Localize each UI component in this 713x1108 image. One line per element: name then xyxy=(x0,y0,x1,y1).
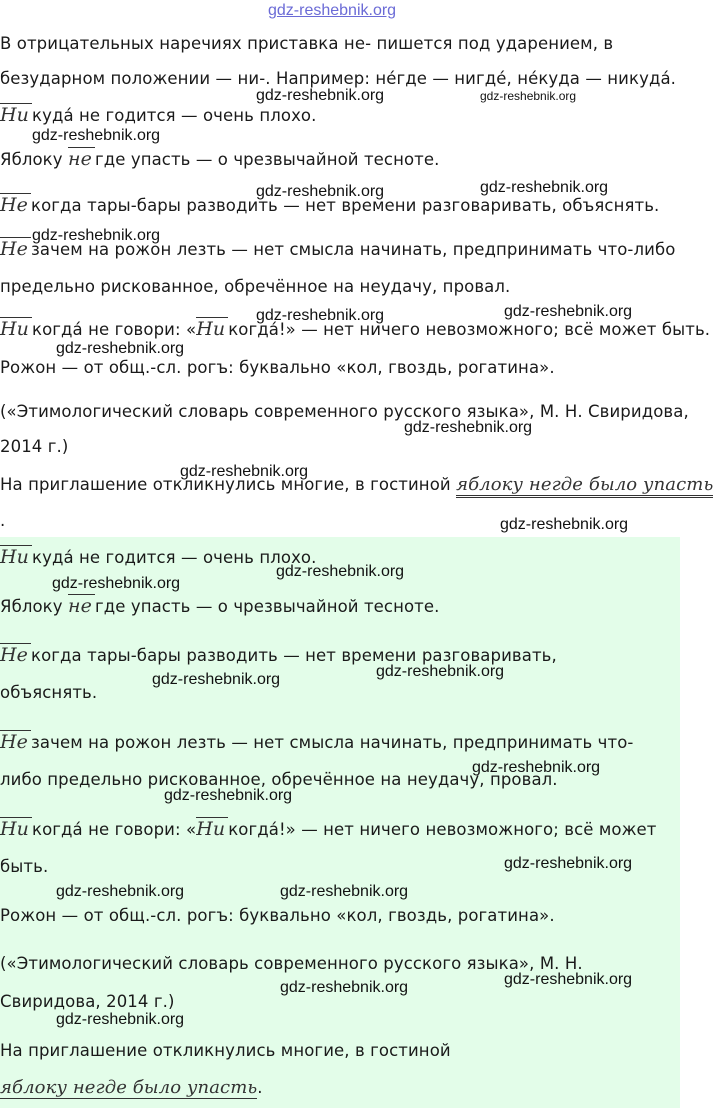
answer2-sentence-phrase-line: яблоку негде было упасть. xyxy=(0,1077,263,1098)
answer1-line-7: Рожон — от общ.-сл. рогъ: буквально «кол, гвоздь, рогатина». xyxy=(0,358,555,377)
prefix-ni-handwritten: Ни xyxy=(196,317,228,340)
answer2-line-6: либо предельно рискованное, обречённое на неудачу, провал. xyxy=(0,770,558,789)
answer1-sentence-end: . xyxy=(0,511,6,530)
watermark: gdz-reshebnik.org xyxy=(280,883,409,900)
prefix-ne-handwritten: Не xyxy=(0,193,31,216)
prefix-ne-handwritten: не xyxy=(68,594,95,617)
watermark: gdz-reshebnik.org xyxy=(164,787,293,804)
underlined-phrase: яблоку негде было упасть xyxy=(0,1077,258,1098)
watermark: gdz-reshebnik.org xyxy=(256,307,385,324)
answer2-line-1: Ни куда́ не годится — очень плохо. xyxy=(0,546,317,568)
watermark: gdz-reshebnik.org xyxy=(32,227,161,244)
watermark: gdz-reshebnik.org xyxy=(152,671,281,688)
answer2-line-8: быть. xyxy=(0,857,49,876)
watermark: gdz-reshebnik.org xyxy=(56,883,185,900)
answer2-source-1: («Этимологический словарь современного русского языка», М. Н. xyxy=(0,954,583,973)
answer2-line-9: Рожон — от общ.-сл. рогъ: буквально «кол, гвоздь, рогатина». xyxy=(0,906,555,925)
prefix-ni-handwritten: Ни xyxy=(196,817,228,840)
watermark: gdz-reshebnik.org xyxy=(56,340,185,357)
answer1-source-1: («Этимологический словарь современного русского языка», М. Н. Свиридова, xyxy=(0,402,689,421)
prefix-ni-handwritten: Ни xyxy=(0,817,32,840)
answer1-line-6: Ни когда́ не говори: «Ни когда́!» — нет ничего невозможного; всё может быть. xyxy=(0,318,711,340)
watermark: gdz-reshebnik.org xyxy=(500,516,629,533)
watermark: gdz-reshebnik.org xyxy=(52,575,181,592)
watermark: gdz-reshebnik.org xyxy=(504,971,633,988)
answer2-sentence: На приглашение откликнулись многие, в гостиной xyxy=(0,1041,451,1060)
answer2-line-4: объяснять. xyxy=(0,683,98,702)
watermark: gdz-reshebnik.org xyxy=(376,663,505,680)
answer2-line-5: Не зачем на рожон лезть — нет смысла начинать, предпринимать что- xyxy=(0,731,634,753)
prefix-ne-handwritten: Не xyxy=(0,730,31,753)
prefix-ne-handwritten: не xyxy=(68,147,95,170)
answer1-sentence: На приглашение откликнулись многие, в гостиной яблоку негде было упасть xyxy=(0,474,713,496)
intro-line-2: безударном положении — ни-. Например: не́где — нигде́, не́куда — никуда́. xyxy=(0,69,677,88)
watermark: gdz-reshebnik.org xyxy=(480,179,609,196)
watermark: gdz-reshebnik.org xyxy=(472,759,601,776)
answer1-line-2: Яблоку не где упасть — о чрезвычайной тесноте. xyxy=(0,148,440,170)
watermark: gdz-reshebnik.org xyxy=(504,855,633,872)
watermark: gdz-reshebnik.org xyxy=(404,419,533,436)
watermark: gdz-reshebnik.org xyxy=(256,87,385,104)
prefix-ni-handwritten: Ни xyxy=(0,317,32,340)
prefix-ne-handwritten: Не xyxy=(0,643,31,666)
answer1-line-4: Не зачем на рожон лезть — нет смысла начинать, предпринимать что-либо xyxy=(0,238,676,260)
watermark: gdz-reshebnik.org xyxy=(56,1011,185,1028)
watermark: gdz-reshebnik.org xyxy=(32,127,161,144)
answer1-source-2: 2014 г.) xyxy=(0,437,69,456)
watermark: gdz-reshebnik.org xyxy=(180,463,309,480)
intro-line-1: В отрицательных наречиях приставка не- пишется под ударением, в xyxy=(0,34,614,53)
watermark: gdz-reshebnik.org xyxy=(504,303,633,320)
answer2-line-2: Яблоку не где упасть — о чрезвычайной тесноте. xyxy=(0,595,440,617)
answer1-line-1: Ни куда́ не годится — очень плохо. xyxy=(0,104,317,126)
watermark-link[interactable]: gdz-reshebnik.org xyxy=(268,2,397,19)
prefix-ni-handwritten: Ни xyxy=(0,545,32,568)
answer1-line-3: Не когда тары-бары разводить — нет времени разговаривать, объяснять. xyxy=(0,194,660,216)
prefix-ne-handwritten: Не xyxy=(0,237,31,260)
answer2-source-2: Свиридова, 2014 г.) xyxy=(0,992,175,1011)
prefix-ni-handwritten: Ни xyxy=(0,103,32,126)
answer2-line-3: Не когда тары-бары разводить — нет времени разговаривать, xyxy=(0,644,557,666)
underlined-phrase: яблоку негде было упасть xyxy=(456,474,713,498)
answer2-line-7: Ни когда́ не говори: «Ни когда́!» — нет ничего невозможного; всё может xyxy=(0,818,657,840)
watermark: gdz-reshebnik.org xyxy=(276,563,405,580)
watermark: gdz-reshebnik.org xyxy=(256,183,385,200)
watermark: gdz-reshebnik.org xyxy=(480,89,577,103)
answer1-line-5: предельно рискованное, обречённое на неудачу, провал. xyxy=(0,277,511,296)
watermark: gdz-reshebnik.org xyxy=(280,979,409,996)
